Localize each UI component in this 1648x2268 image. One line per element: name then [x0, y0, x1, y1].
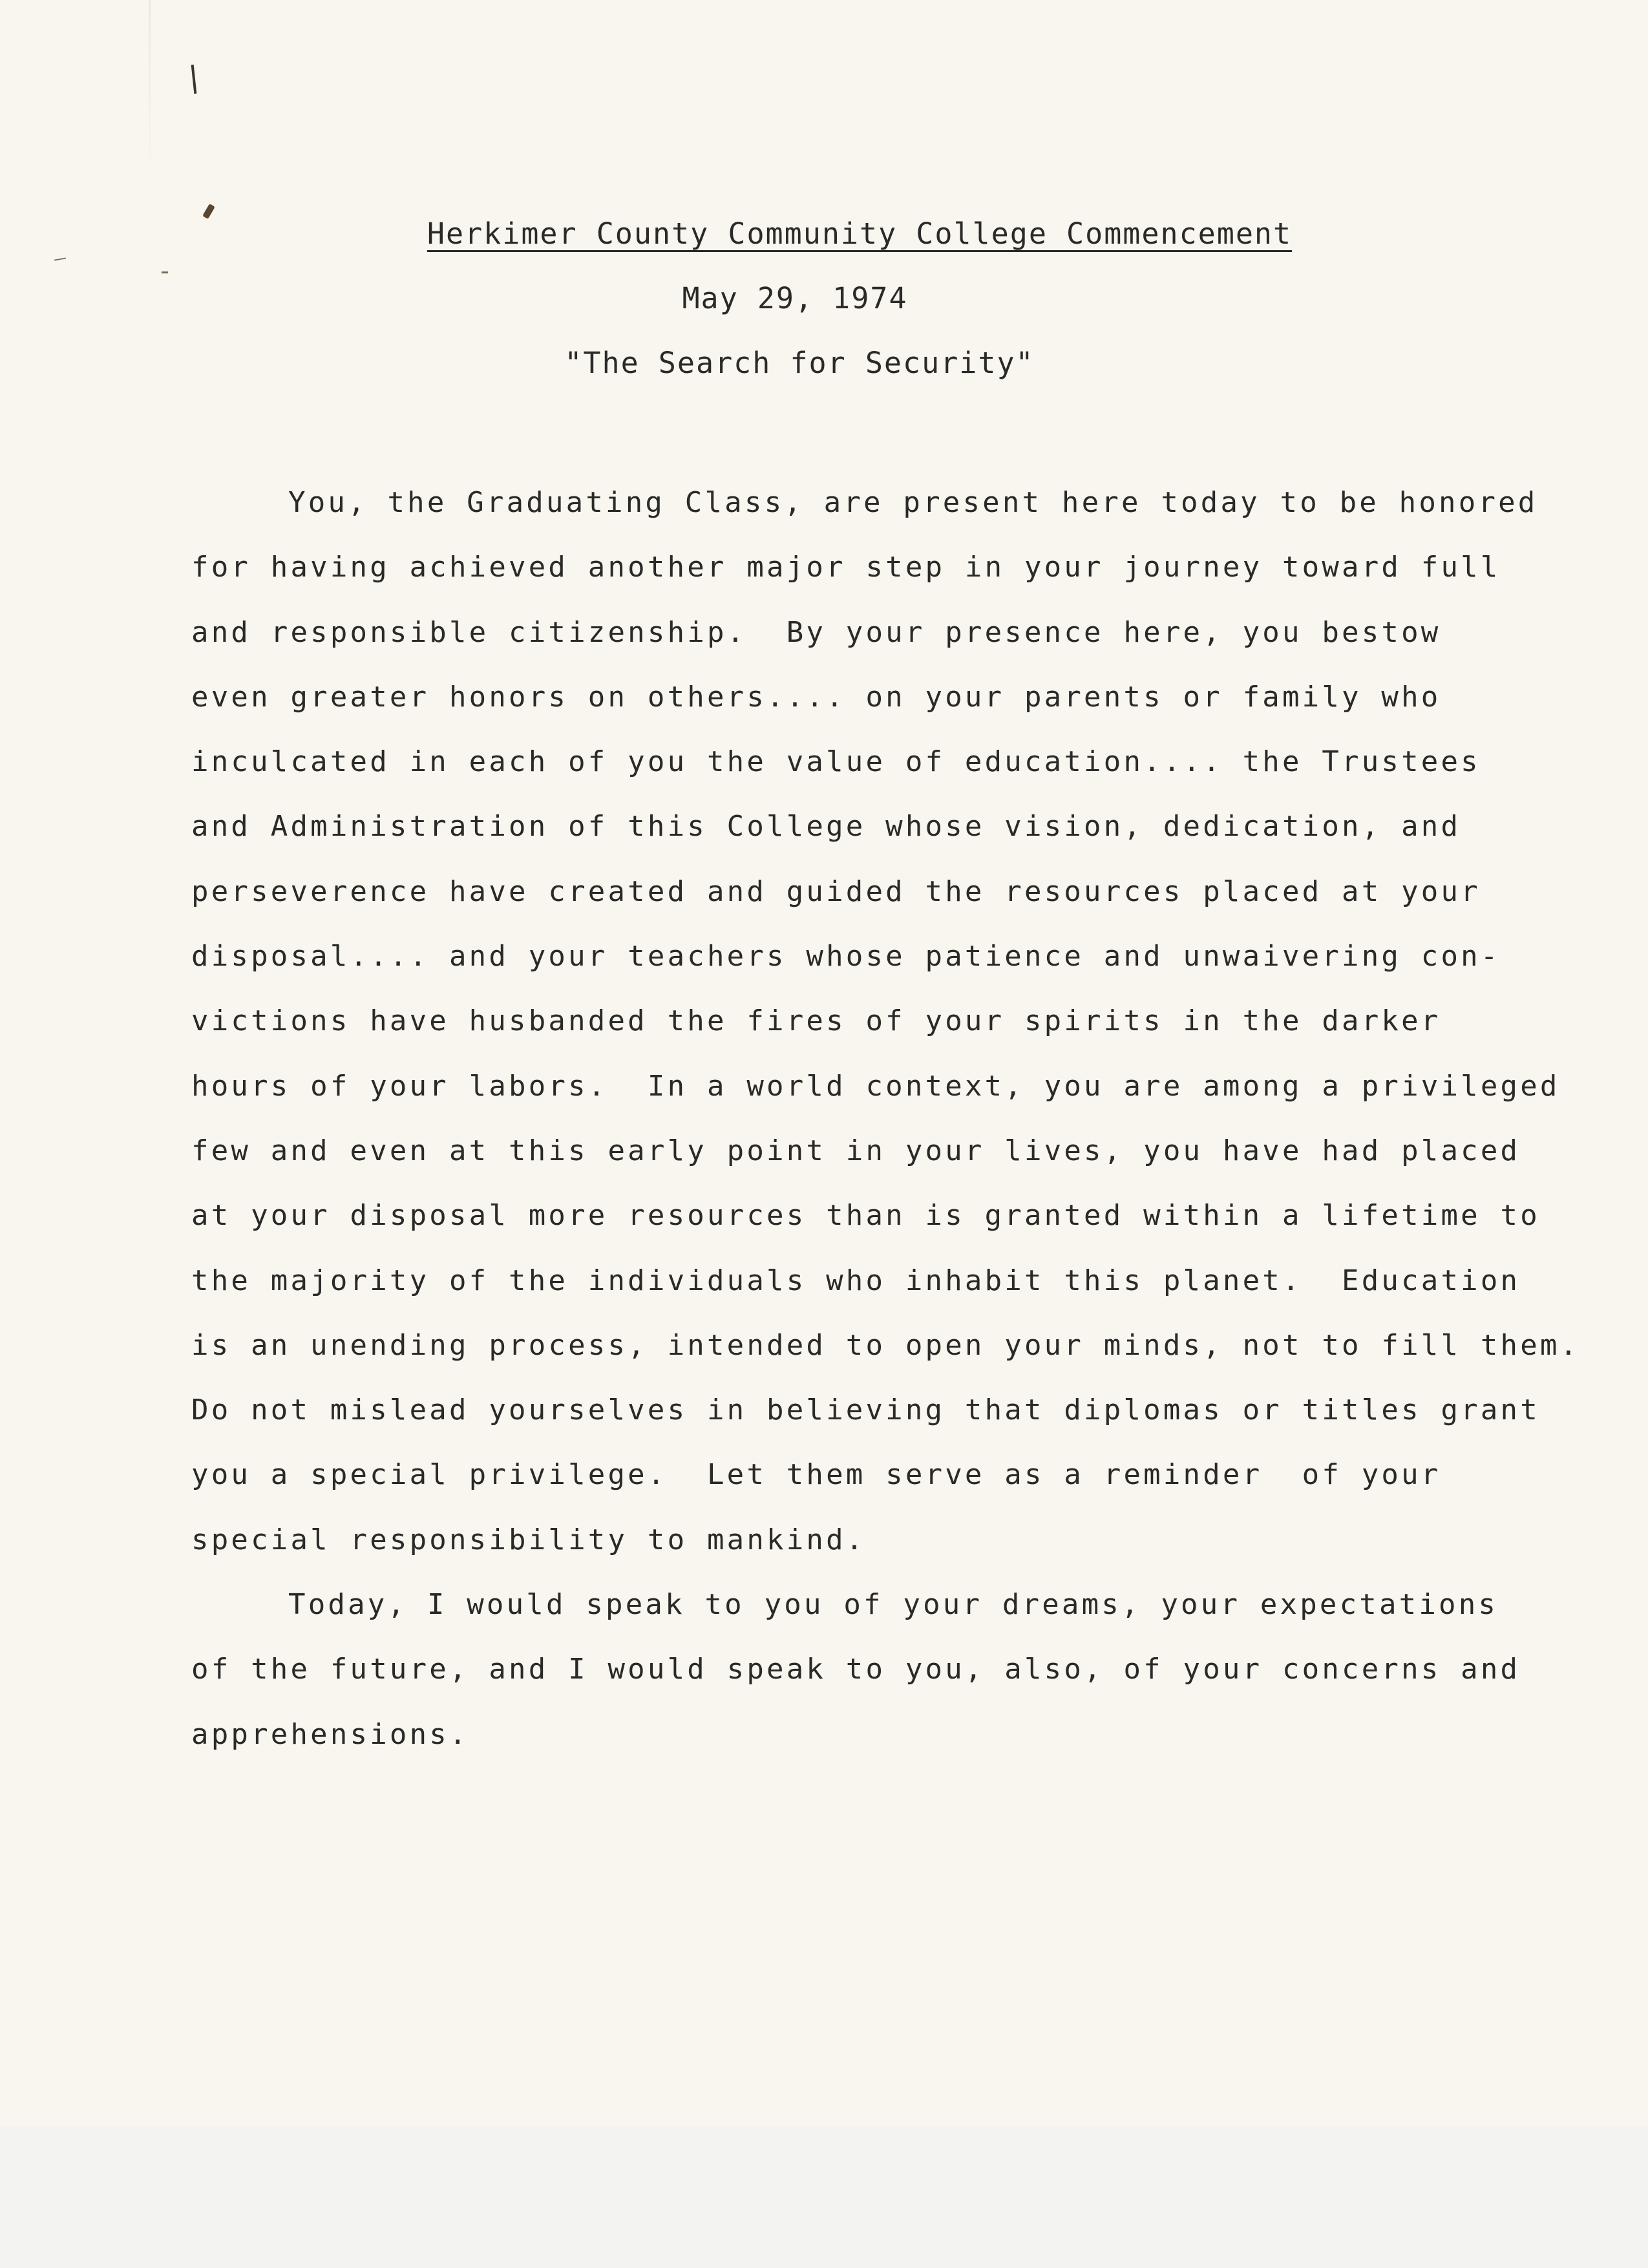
ink-mark — [202, 204, 215, 219]
paragraph-1-line: even greater honors on others.... on your parents or family who — [191, 680, 1441, 714]
paragraph-1-line: hours of your labors. In a world context, you are among a privileged — [191, 1069, 1560, 1103]
paragraph-1-line: disposal.... and your teachers whose patience and unwaivering con- — [191, 940, 1501, 973]
paragraph-1-line: inculcated in each of you the value of education.... the Trustees — [191, 745, 1481, 779]
paragraph-1-line: few and even at this early point in your lives, you have had placed — [191, 1134, 1521, 1167]
paragraph-1-line: the majority of the individuals who inhabit this planet. Education — [191, 1264, 1521, 1297]
paragraph-2-line: Today, I would speak to you of your dreams, your expectations — [288, 1588, 1499, 1622]
paragraph-1-line: and Administration of this College whose vision, dedication, and — [191, 810, 1461, 843]
document-title: Herkimer County Community College Commencement — [427, 217, 1293, 251]
document-subtitle: "The Search for Security" — [564, 346, 1035, 380]
paragraph-1-line: special responsibility to mankind. — [191, 1523, 866, 1556]
paragraph-1-line: You, the Graduating Class, are present here today to be honored — [288, 486, 1538, 519]
ink-mark — [162, 271, 168, 273]
scan-background — [0, 2126, 1648, 2268]
paragraph-1-line: victions have husbanded the fires of your spirits in the darker — [191, 1004, 1441, 1038]
paragraph-2-line: of the future, and I would speak to you, also, of your concerns and — [191, 1653, 1521, 1686]
paragraph-1-line: and responsible citizenship. By your presence here, you bestow — [191, 615, 1441, 649]
paragraph-1-line: for having achieved another major step in your journey toward full — [191, 551, 1501, 584]
paragraph-1-line: is an unending process, intended to open your minds, not to fill them. — [191, 1328, 1580, 1362]
paragraph-1-line: perseverence have created and guided the resources placed at your — [191, 874, 1481, 908]
ink-mark — [191, 65, 197, 94]
paragraph-1-line: you a special privilege. Let them serve as a reminder of your — [191, 1458, 1441, 1492]
paragraph-1-line: at your disposal more resources than is granted within a lifetime to — [191, 1199, 1540, 1233]
ink-mark — [54, 257, 66, 260]
document-date: May 29, 1974 — [682, 281, 908, 315]
speech-body — [191, 471, 1632, 1767]
paper-fold-shadow — [149, 0, 151, 194]
paragraph-2-line: apprehensions. — [191, 1717, 469, 1751]
paragraph-1-line: Do not mislead yourselves in believing that diplomas or titles grant — [191, 1394, 1540, 1427]
